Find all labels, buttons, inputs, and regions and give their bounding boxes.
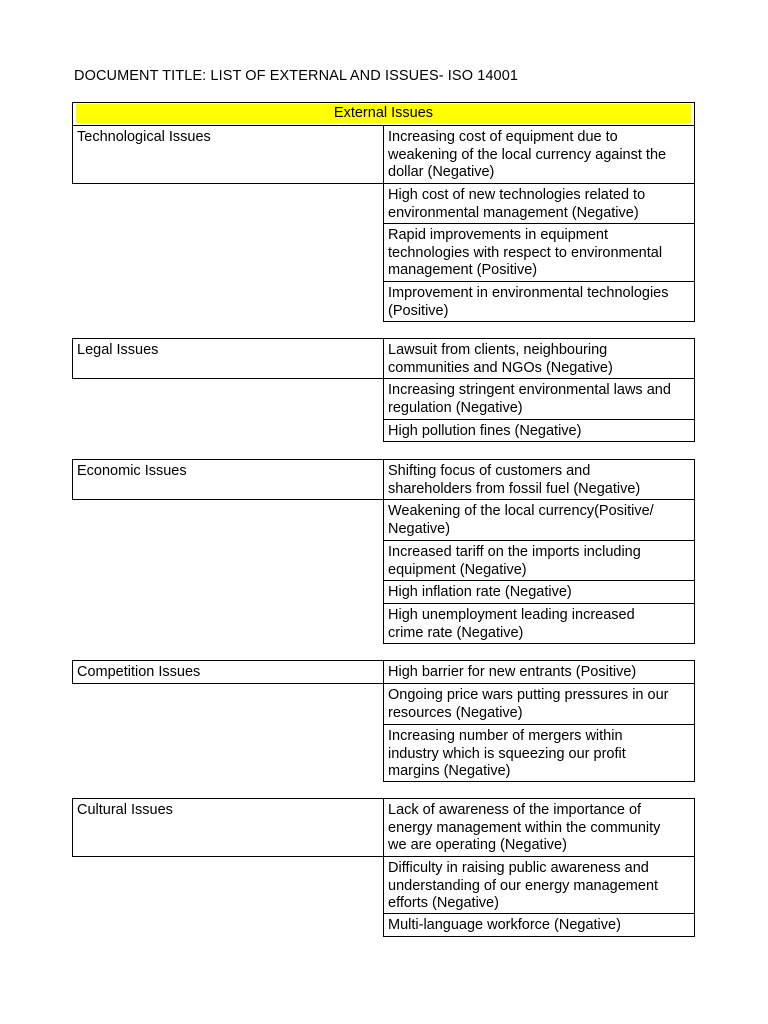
category-label-economic: Economic Issues: [77, 463, 187, 479]
issue-text: Increased tariff on the imports including equipment (Negative): [388, 544, 641, 578]
issue-text: High inflation rate (Negative): [388, 584, 572, 600]
issue-text: Increasing stringent environmental laws and regulation (Negative): [388, 382, 671, 416]
issue-text: Shifting focus of customers and shareholders from fossil fuel (Negative): [388, 463, 641, 497]
issue-text: High barrier for new entrants (Positive): [388, 664, 637, 680]
external-issues-header: External Issues: [76, 104, 691, 123]
issue-text: Increasing cost of equipment due to weakening of the local currency against the dollar (Negative): [388, 129, 667, 180]
category-label-cultural: Cultural Issues: [77, 802, 173, 818]
issue-text: Lack of awareness of the importance of energy management within the community we are operating (Negative): [388, 802, 661, 853]
issue-text: Rapid improvements in equipment technologies with respect to environmental management (Positive): [388, 227, 663, 278]
issue-text: High unemployment leading increased crime rate (Negative): [388, 607, 635, 641]
issue-text: Difficulty in raising public awareness and understanding of our energy management efforts (Negative): [388, 860, 659, 911]
issue-text: Ongoing price wars putting pressures in our resources (Negative): [388, 687, 669, 721]
issue-text: High cost of new technologies related to environmental management (Negative): [388, 187, 646, 221]
issue-text: Multi-language workforce (Negative): [388, 917, 621, 933]
issue-text: High pollution fines (Negative): [388, 423, 582, 439]
category-label-legal: Legal Issues: [77, 342, 159, 358]
document-title: DOCUMENT TITLE: LIST OF EXTERNAL AND ISSUES- ISO 14001: [74, 68, 519, 84]
issue-text: Weakening of the local currency(Positive/ Negative): [388, 503, 654, 537]
issue-text: Increasing number of mergers within industry which is squeezing our profit margins (Negative): [388, 728, 626, 779]
category-label-technological: Technological Issues: [77, 129, 211, 145]
issue-text: Improvement in environmental technologies (Positive): [388, 285, 669, 319]
issue-text: Lawsuit from clients, neighbouring communities and NGOs (Negative): [388, 342, 613, 376]
category-label-competition: Competition Issues: [77, 664, 201, 680]
